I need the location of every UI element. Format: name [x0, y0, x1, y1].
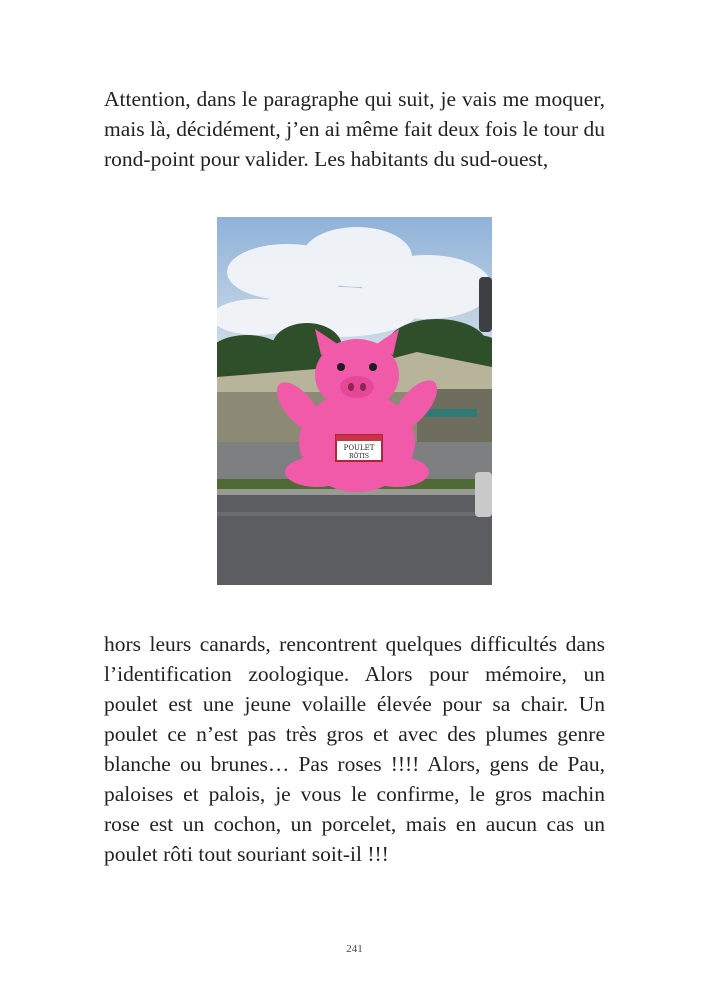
page-number: 241: [346, 943, 363, 955]
road: [217, 495, 492, 585]
paragraph-main: hors leurs canards, rencontrent quelques difficultés dans l’identification zoologique. Alors pour mémoire, un poulet est une jeune volaille élevée pour sa chair. Un poulet ce n’est pas très gros et avec des plumes genre blanche ou brunes… Pas roses !!!! Alors, gens de Pau, paloises et palois, je vous le confirme, le gros machin rose est un cochon, un porcelet, mais en aucun cas un poulet rôti tout souriant soit-il !!!: [104, 632, 605, 866]
photo-inflatable-pig: [217, 217, 492, 585]
poulet-roti-sign: [336, 435, 382, 461]
paragraph-intro: Attention, dans le paragraphe qui suit, je vais me moquer, mais là, décidément, j’en ai même fait deux fois le tour du rond-point pour valider. Les habitants du sud-ouest,: [104, 87, 605, 171]
sign-text-2: RÔTIS: [349, 453, 369, 460]
sign-text-1: POULET: [343, 444, 375, 452]
